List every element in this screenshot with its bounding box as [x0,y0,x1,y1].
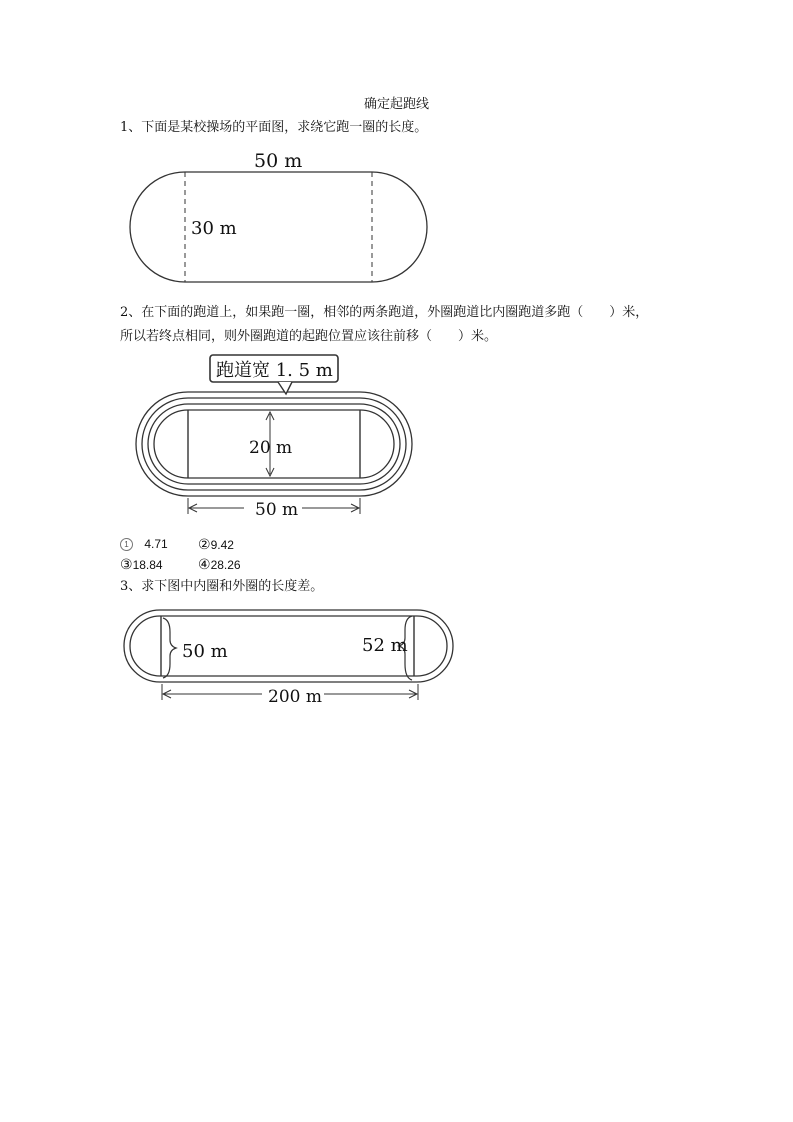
question-3-text: 3、求下图中内圈和外圈的长度差。 [120,579,324,594]
option-1-value: 4.71 [144,537,168,551]
option-1 [120,536,168,552]
outer-label-3: 52 m [362,635,408,656]
inner-brace-3 [163,618,176,678]
option-4-mark: ④ [198,556,211,572]
question-1-text: 1、下面是某校操场的平面图，求绕它跑一圈的长度。 [120,120,428,135]
length-label-1: 50 m [254,150,303,172]
option-3 [120,556,163,573]
question-2-line-1: 2、在下面的跑道上，如果跑一圈，相邻的两条跑道，外圈跑道比内圈跑道多跑（ ）米， [120,305,649,320]
width-label-1: 30 m [191,218,237,239]
option-3-mark: ③ [120,556,133,572]
lane-width-label: 跑道宽 1. 5 m [216,360,333,381]
length-label-3: 200 m [268,687,322,707]
option-4 [198,556,241,573]
track-outline-1 [130,172,427,282]
option-1-mark: 1 [120,538,133,551]
track-figure-1 [130,172,427,282]
option-3-value: 18.84 [132,558,163,572]
option-2-mark: ② [198,536,211,552]
inner-label-3: 50 m [182,641,228,662]
option-2-value: 9.42 [210,538,234,552]
length-label-2: 50 m [255,500,299,520]
question-2-line-2: 所以若终点相同，则外圈跑道的起跑位置应该往前移（ ）米。 [120,329,498,344]
option-4-value: 28.26 [210,558,241,572]
page-title: 确定起跑线 [363,97,429,112]
width-label-2: 20 m [249,438,293,458]
option-2 [198,536,234,553]
